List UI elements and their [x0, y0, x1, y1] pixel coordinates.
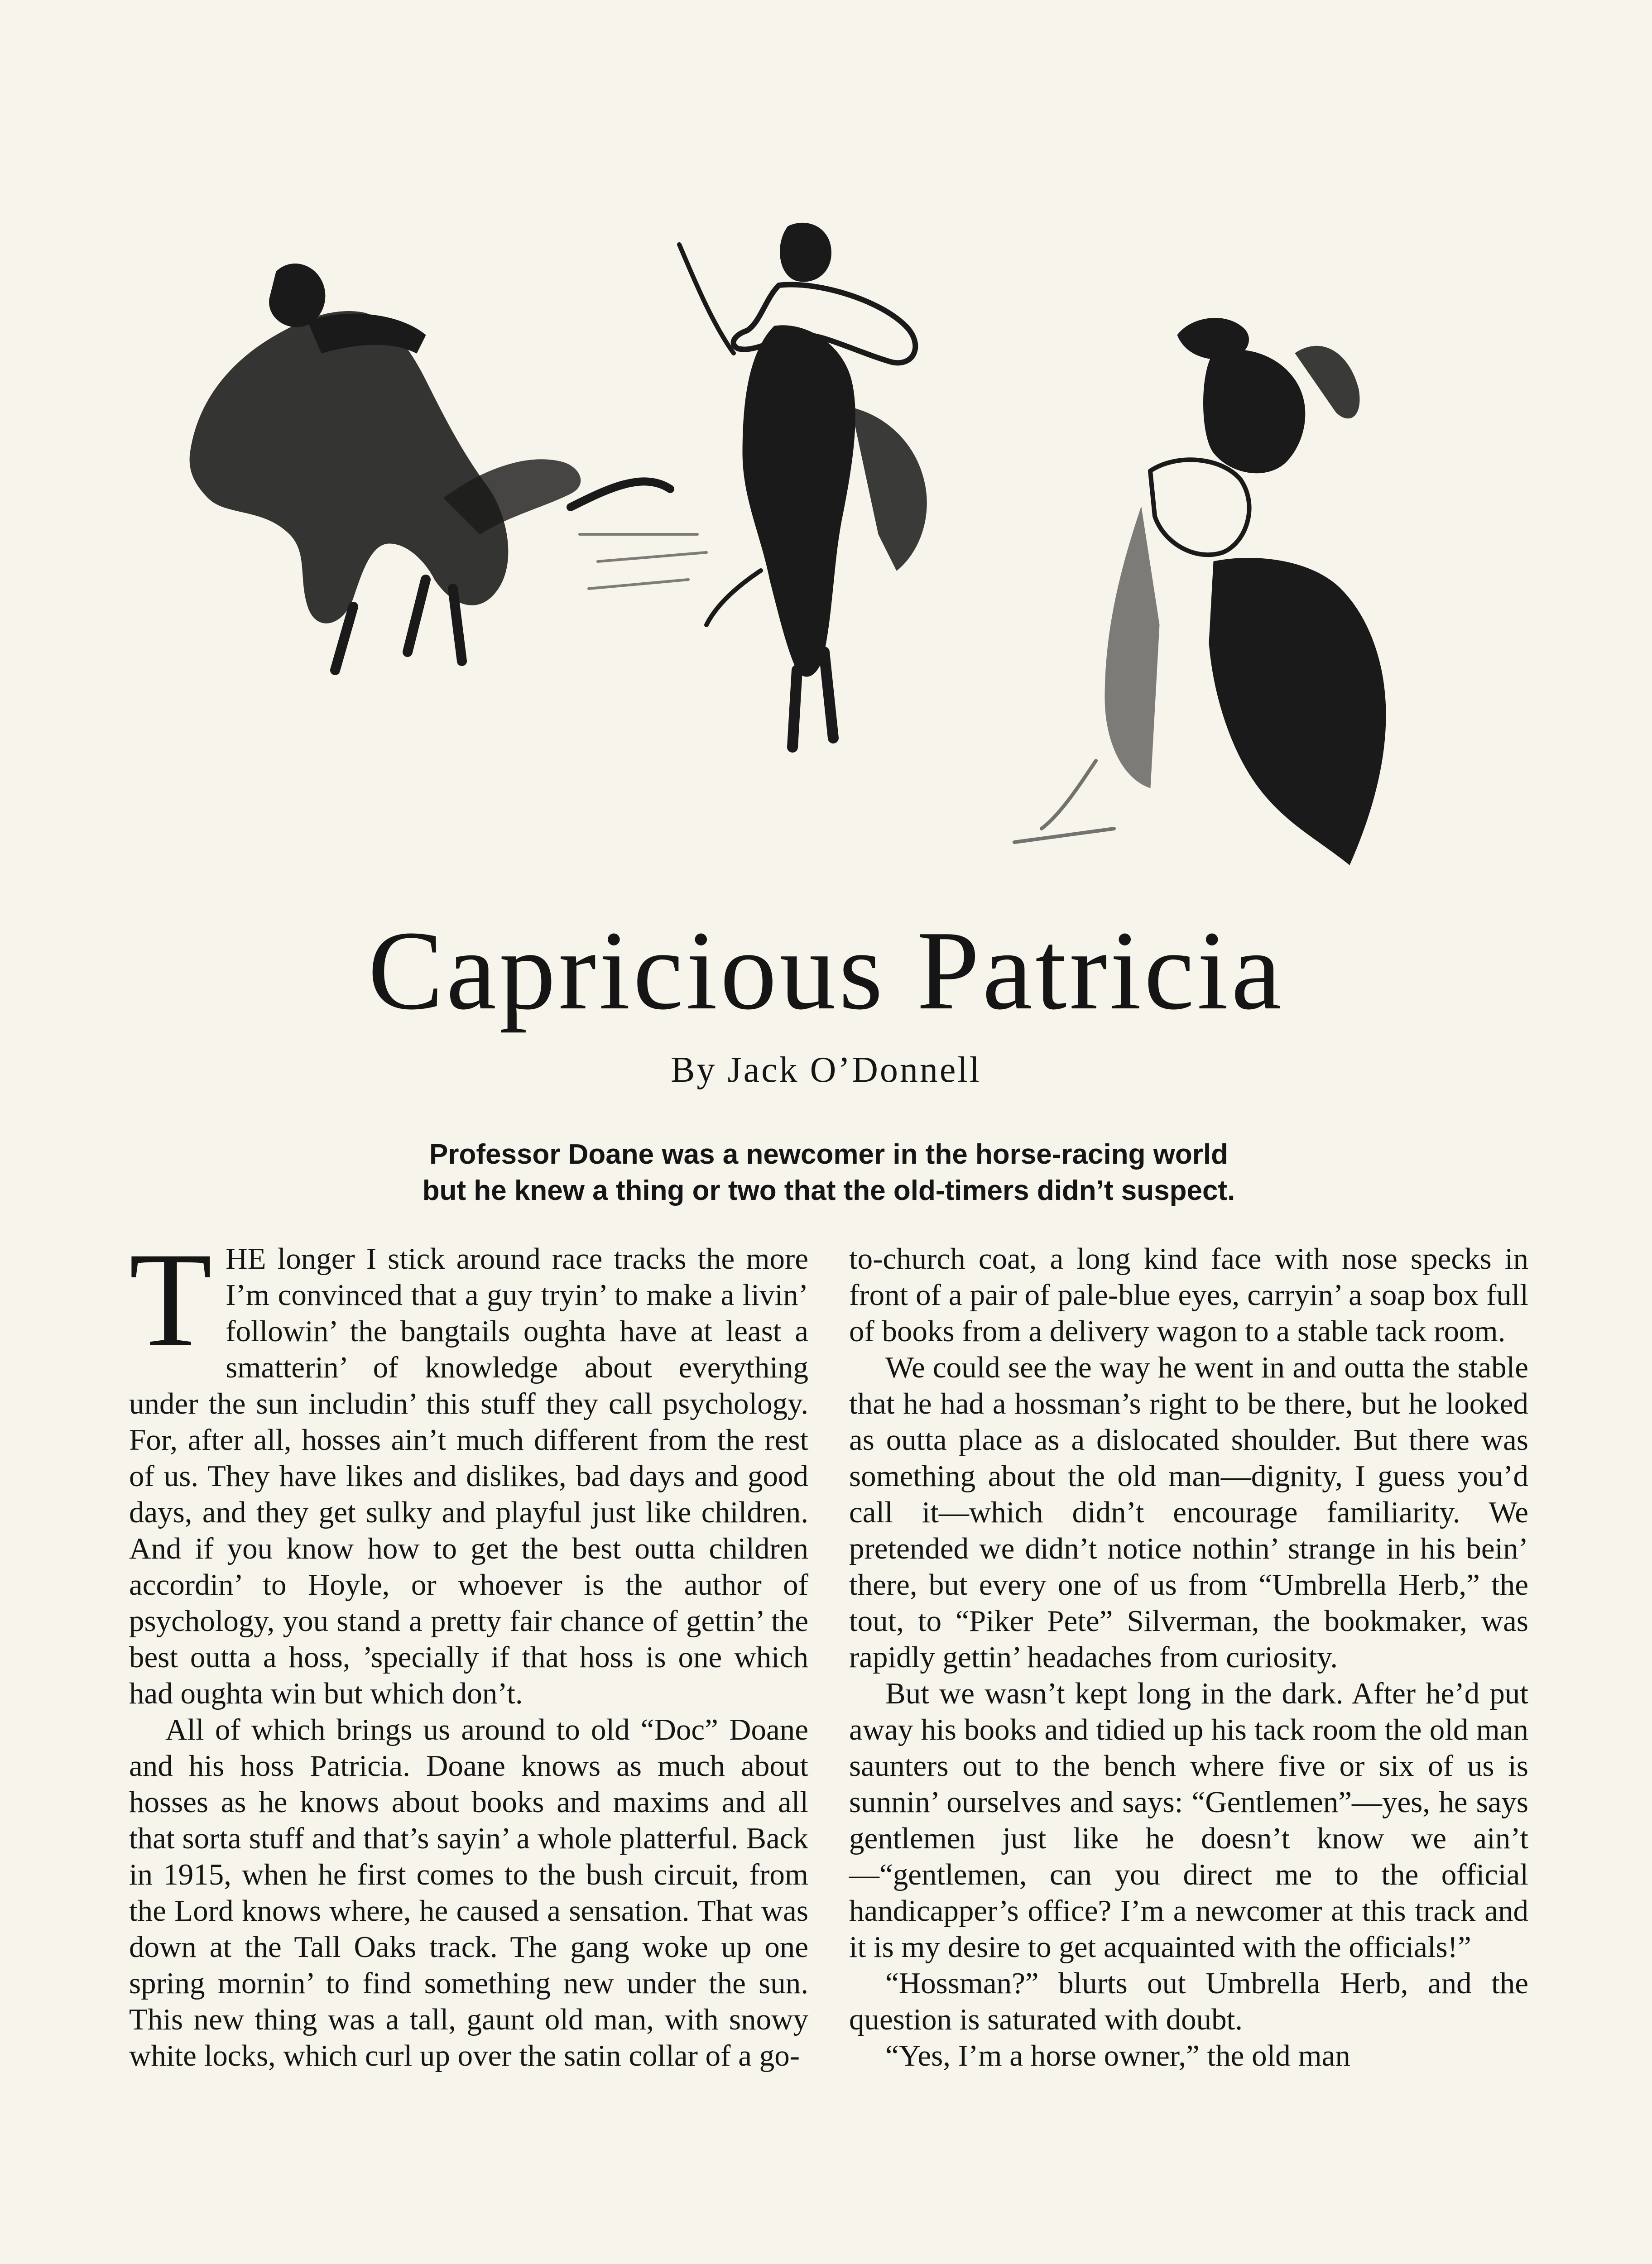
- paragraph: All of which brings us around to old “Doc” Doane and his hoss Patricia. Doane knows as much about hosses as he knows about books and maxims and all that sorta stuff and that’s sayin’ a whole platterful. Back in 1915, when he first comes to the bush circuit, from the Lord knows where, he caused a sensation. That was down at the Tall Oaks track. The gang woke up one spring mornin’ to find something new under the sun. This new thing was a tall, gaunt old man, with snowy white locks, which curl up over the satin collar of a go-: [129, 1713, 808, 2072]
- paragraph: “Yes, I’m a horse owner,” the old man: [885, 2039, 1350, 2072]
- column-right: [849, 1241, 1528, 2074]
- paragraph: “Hossman?” blurts out Umbrella Herb, and the question is saturated with doubt.: [849, 1967, 1528, 2036]
- paragraph: We could see the way he went in and outta the stable that he had a hossman’s right to be there, but he looked as outta place as a dislocated shoulder. But there was something about the old man—dignity, I guess you’d call it—which didn’t encourage familiarity. We pretended we didn’t notice nothin’ strange in his bein’ there, but every one of us from “Umbrella Herb,” the tout, to “Piker Pete” Silverman, the bookmaker, was rapidly gettin’ headaches from curiosity.: [849, 1351, 1528, 1674]
- deck-line: Professor Doane was a newcomer in the horse-racing world: [429, 1139, 1229, 1170]
- left-horse-figure: [190, 264, 706, 670]
- horse-race-illustration: [172, 217, 1476, 897]
- story-title: Capricious Patricia: [368, 908, 1284, 1033]
- column-left: [129, 1224, 808, 2074]
- paragraph: But we wasn’t kept long in the dark. After he’d put away his books and tidied up his tack room the old man saunters out to the bench where five or six of us is sunnin’ ourselves and says: “Gentlemen”—yes, he says gentlemen just like he doesn’t know we ain’t—“gentlemen, can you direct me to the official handicapper’s office? I’m a newcomer at this track and it is my desire to get acquainted with the officials!”: [849, 1677, 1528, 1964]
- byline: By Jack O’Donnell: [671, 1050, 981, 1090]
- story-deck: [254, 1137, 1404, 1209]
- drop-cap: T: [129, 1224, 212, 1375]
- paragraph-text: HE longer I stick around race tracks the more I’m convinced that a guy tryin’ to make a livin’ followin’ the bangtails oughta have at least a smatterin’ of knowledge about everything under the sun includin’ this stuff they call psychology. For, after all, hosses ain’t much different from the rest of us. They have likes and dislikes, bad days and good days, and they get sulky and playful just like children. And if you know how to get the best outta children accordin’ to Hoyle, or whoever is the author of psychology, you stand a pretty fair chance of gettin’ the best outta a hoss, ’specially if that hoss is one which had oughta win but which don’t.: [129, 1242, 808, 1710]
- deck-line: but he knew a thing or two that the old-timers didn’t suspect.: [422, 1175, 1235, 1206]
- right-spectators-figure: [1014, 318, 1386, 865]
- paragraph: to-church coat, a long kind face with nose specks in front of a pair of pale-blue eyes, carryin’ a soap box full of books from a delivery wagon to a stable tack room.: [849, 1242, 1528, 1348]
- center-horse-figure: [679, 223, 927, 747]
- paragraph: [129, 1224, 808, 1712]
